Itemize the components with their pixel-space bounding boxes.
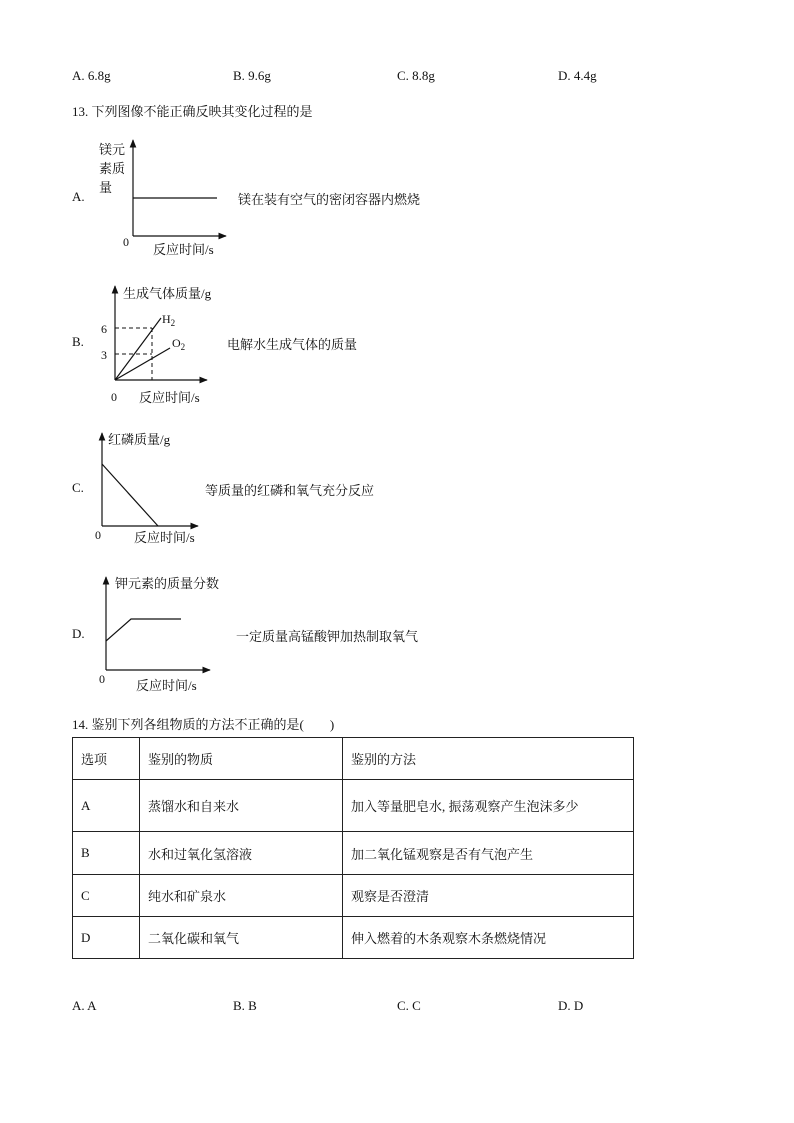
row-b-substances: 水和过氧化氢溶液 bbox=[140, 832, 343, 875]
graph-d-origin: 0 bbox=[99, 672, 105, 686]
graph-a-xlabel: 反应时间/s bbox=[153, 242, 214, 257]
table-row bbox=[73, 917, 634, 959]
graph-b-origin: 0 bbox=[111, 390, 117, 404]
graph-a bbox=[90, 130, 250, 260]
q14-option-a: A. A bbox=[72, 998, 97, 1013]
q14-stem: 14. 鉴别下列各组物质的方法不正确的是( ) bbox=[72, 717, 335, 732]
graph-a-ylabel-1: 镁元 bbox=[99, 142, 126, 157]
graph-d-xlabel: 反应时间/s bbox=[136, 678, 197, 693]
graph-b-o2-line bbox=[115, 348, 170, 380]
graph-a-ylabel-3: 量 bbox=[99, 180, 113, 195]
graph-c-origin: 0 bbox=[95, 528, 101, 542]
q14-option-d: D. D bbox=[558, 998, 584, 1013]
row-d-substances: 二氧化碳和氧气 bbox=[140, 917, 343, 959]
row-c-substances: 纯水和矿泉水 bbox=[140, 875, 343, 917]
table-row bbox=[73, 832, 634, 875]
graph-b-h2-label: $H_2$ bbox=[162, 312, 176, 328]
graph-c bbox=[90, 428, 220, 550]
row-c-method: 观察是否澄清 bbox=[343, 875, 634, 917]
row-b-method: 加二氧化锰观察是否有气泡产生 bbox=[343, 832, 634, 875]
q13-d-letter: D. bbox=[72, 626, 85, 641]
graph-b-ylabel: 生成气体质量/g bbox=[123, 286, 212, 301]
header-option: 选项 bbox=[73, 738, 140, 780]
graph-b-h2-line bbox=[115, 318, 161, 380]
q13-d-desc: 一定质量高锰酸钾加热制取氧气 bbox=[236, 629, 419, 644]
row-a-option: A bbox=[73, 780, 140, 832]
row-c-option: C bbox=[73, 875, 140, 917]
q13-b-desc: 电解水生成气体的质量 bbox=[227, 337, 358, 352]
q13-a-desc: 镁在装有空气的密闭容器内燃烧 bbox=[238, 192, 421, 207]
graph-b-o2-label: $O_2$ bbox=[172, 336, 186, 352]
row-d-option: D bbox=[73, 917, 140, 959]
q13-stem: 13. 下列图像不能正确反映其变化过程的是 bbox=[72, 104, 313, 119]
graph-c-xlabel: 反应时间/s bbox=[134, 530, 195, 545]
graph-b bbox=[96, 280, 236, 410]
row-a-method: 加入等量肥皂水, 振荡观察产生泡沫多少 bbox=[343, 780, 634, 832]
q12-option-d: D. 4.4g bbox=[558, 68, 597, 83]
header-method: 鉴别的方法 bbox=[343, 738, 634, 780]
q13-b-letter: B. bbox=[72, 334, 84, 349]
header-substances: 鉴别的物质 bbox=[140, 738, 343, 780]
graph-d-curve bbox=[106, 619, 181, 641]
graph-c-ylabel: 红磷质量/g bbox=[108, 432, 171, 447]
q13-c-desc: 等质量的红磷和氧气充分反应 bbox=[205, 483, 375, 498]
q14-option-b: B. B bbox=[233, 998, 257, 1013]
row-b-option: B bbox=[73, 832, 140, 875]
graph-b-xlabel: 反应时间/s bbox=[139, 390, 200, 405]
q12-option-b: B. 9.6g bbox=[233, 68, 271, 83]
graph-d-ylabel: 钾元素的质量分数 bbox=[115, 576, 220, 591]
q14-option-c: C. C bbox=[397, 998, 421, 1013]
table-row bbox=[73, 875, 634, 917]
row-a-substances: 蒸馏水和自来水 bbox=[140, 780, 343, 832]
graph-b-tick-3: 3 bbox=[101, 348, 107, 362]
table-row bbox=[73, 780, 634, 832]
q12-option-a: A. 6.8g bbox=[72, 68, 111, 83]
q13-a-letter: A. bbox=[72, 189, 85, 204]
graph-a-origin: 0 bbox=[123, 235, 129, 249]
graph-b-tick-6: 6 bbox=[101, 322, 107, 336]
row-d-method: 伸入燃着的木条观察木条燃烧情况 bbox=[343, 917, 634, 959]
q12-option-c: C. 8.8g bbox=[397, 68, 435, 83]
q13-c-letter: C. bbox=[72, 480, 84, 495]
graph-d bbox=[94, 572, 244, 696]
table-header-row bbox=[73, 738, 634, 780]
q14-table bbox=[72, 737, 634, 959]
graph-a-ylabel-2: 素质 bbox=[99, 161, 126, 176]
graph-c-curve bbox=[102, 464, 158, 526]
